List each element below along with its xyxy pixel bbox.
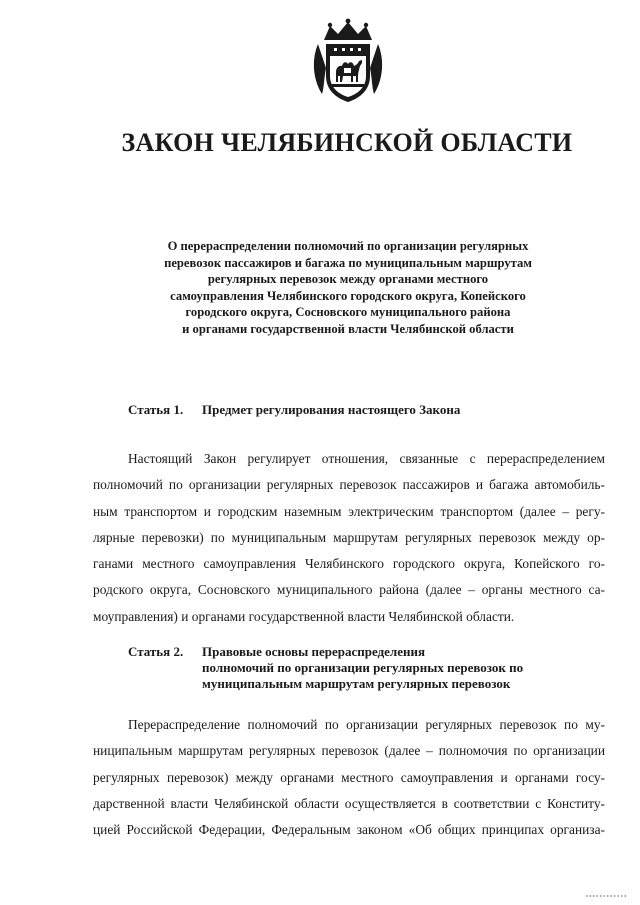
text-line: дарственной власти Челябинской области осуществляется в соответствии с Конститу-: [93, 795, 605, 811]
article-number: Статья 1.: [128, 402, 184, 417]
article-title-line: Предмет регулирования настоящего Закона: [202, 402, 461, 417]
article-2-text: [93, 712, 605, 843]
text-line: ниципальным маршрутам регулярных перевозок (далее – полномочия по организации: [93, 743, 605, 759]
subtitle-line: самоуправления Челябинского городского округа, Копейского: [170, 288, 526, 303]
subtitle-line: регулярных перевозок между органами местного: [207, 272, 489, 287]
coat-of-arms-icon: [310, 18, 386, 106]
text-line: родского округа, Сосновского муниципального района (далее – органы местного са-: [93, 582, 605, 598]
text-line: Настоящий Закон регулирует отношения, связанные с перераспределением: [128, 451, 605, 466]
text-line: ным транспортом и городским наземным электрическим транспортом (далее – регу-: [93, 503, 605, 519]
subtitle-line: городского округа, Сосновского муниципального района: [185, 305, 511, 320]
article-title-line: муниципальным маршрутам регулярных перевозок: [202, 676, 511, 691]
article-number: Статья 2.: [128, 644, 184, 659]
article-1-text: [93, 446, 605, 630]
article-title-line: Правовые основы перераспределения: [202, 644, 425, 659]
law-title: ЗАКОН ЧЕЛЯБИНСКОЙ ОБЛАСТИ: [121, 128, 573, 157]
text-line: полномочий по организации регулярных перевозок пассажиров и багажа автомобиль-: [93, 477, 605, 493]
subtitle-line: и органами государственной власти Челябинской области: [182, 321, 514, 336]
text-line: Перераспределение полномочий по организации регулярных перевозок по му-: [128, 717, 605, 732]
subtitle-line: О перераспределении полномочий по организации регулярных: [167, 239, 529, 253]
text-line: моуправления) и органами государственной власти Челябинской области.: [93, 608, 515, 624]
law-subtitle: [120, 238, 576, 338]
scan-mark: [586, 893, 626, 899]
subtitle-line: перевозок пассажиров и багажа по муниципальным маршрутам: [164, 255, 532, 270]
text-line: регулярных перевозок) между органами местного самоуправления и органами госу-: [93, 769, 605, 785]
article-title-line: полномочий по организации регулярных перевозок по: [202, 660, 524, 675]
text-line: лярные перевозки) по муниципальным маршрутам регулярных перевозок между ор-: [93, 529, 605, 545]
text-line: ганами местного самоуправления Челябинского городского округа, Копейского го-: [93, 556, 605, 572]
article-title: [202, 402, 460, 418]
text-line: цией Российской Федерации, Федеральным законом «Об общих принципах организа-: [93, 822, 605, 838]
article-title: [202, 644, 523, 692]
